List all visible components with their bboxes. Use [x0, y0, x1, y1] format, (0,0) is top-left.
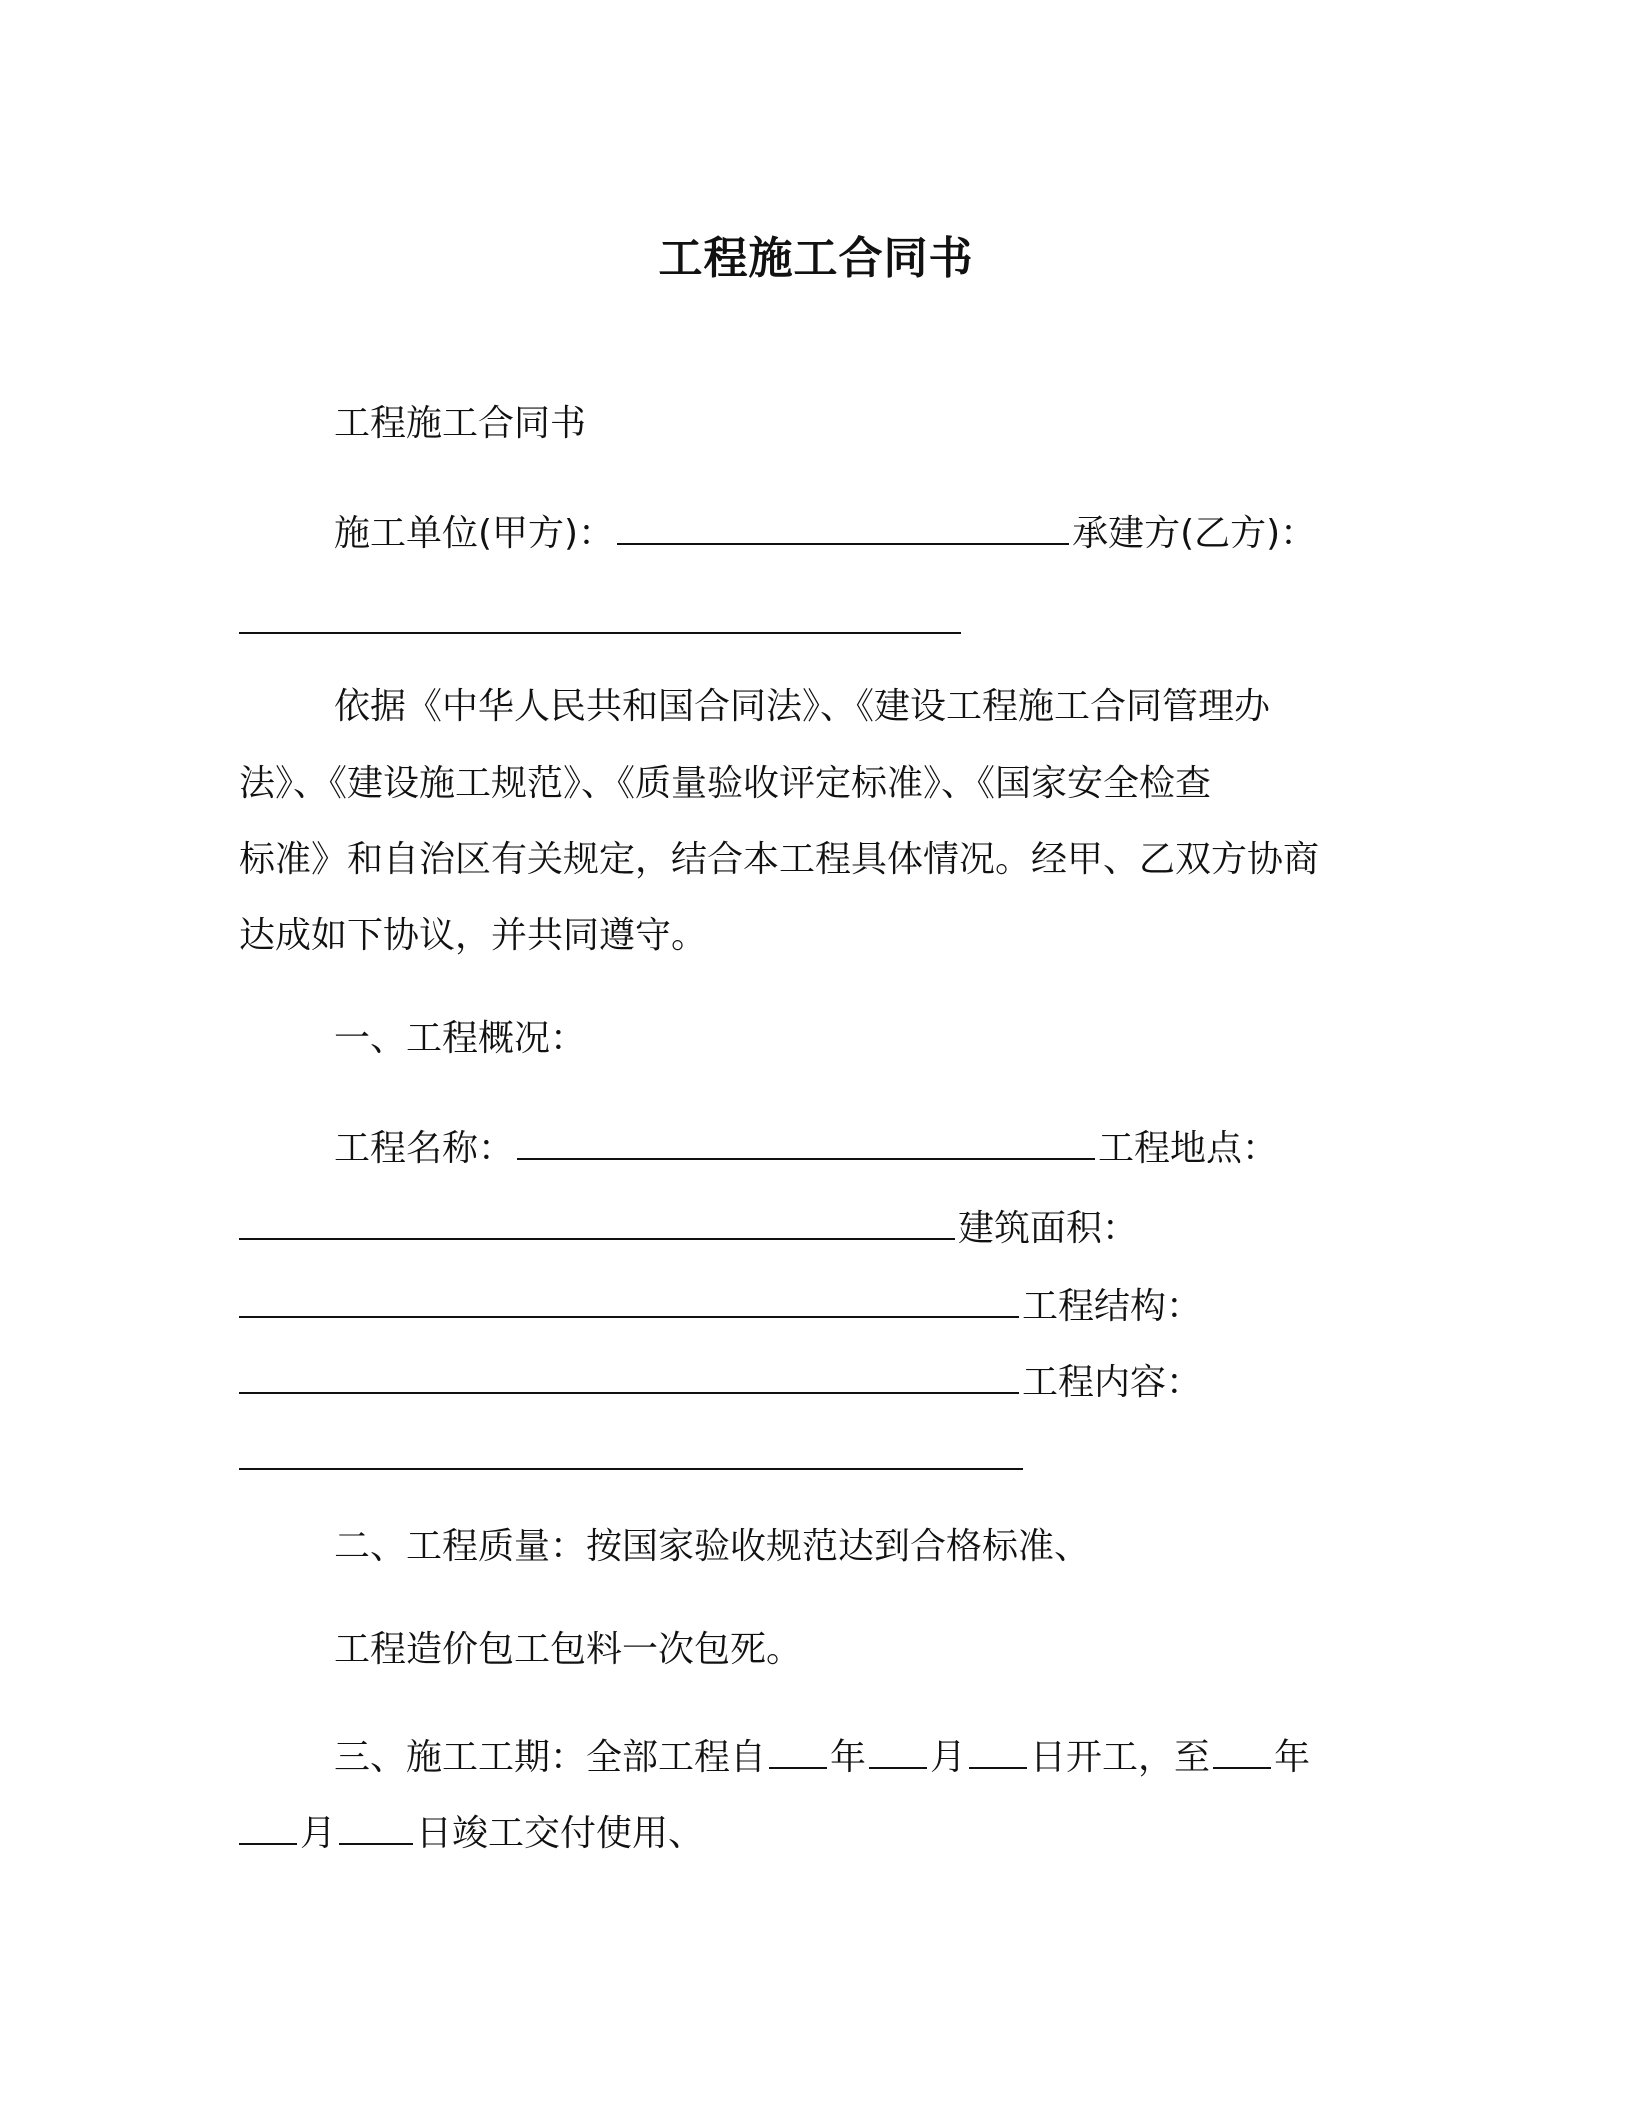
project-name-blank [517, 1118, 1095, 1160]
subtitle: 工程施工合同书 [334, 403, 587, 444]
project-area-blank [239, 1276, 1019, 1318]
project-area-label: 建筑面积： [958, 1208, 1139, 1249]
party-b-label: 承建方(乙方)： [1072, 513, 1317, 554]
project-structure-line [239, 1276, 1202, 1331]
party-a-label: 施工单位(甲方)： [334, 513, 615, 554]
section-1-heading: 一、工程概况： [334, 1018, 587, 1059]
start-day-label: 日开工，至 [1030, 1737, 1211, 1778]
section-2-line-1: 二、工程质量：按国家验收规范达到合格标准、 [334, 1526, 1091, 1567]
parties-line [239, 503, 1316, 558]
project-content-line [239, 1352, 1202, 1407]
project-content-blank [239, 1428, 1023, 1470]
start-year-blank [769, 1727, 827, 1769]
project-location-blank [239, 1198, 955, 1240]
project-location-label: 工程地点： [1098, 1128, 1279, 1169]
project-name-label: 工程名称： [334, 1128, 515, 1169]
end-month-label: 月 [300, 1813, 337, 1854]
end-day-blank [339, 1803, 413, 1845]
party-b-blank-line [239, 592, 964, 647]
end-month-blank [239, 1803, 297, 1845]
end-day-label: 日竣工交付使用、 [416, 1813, 705, 1854]
project-structure-blank [239, 1352, 1019, 1394]
end-year-blank [1213, 1727, 1271, 1769]
party-a-blank [617, 503, 1069, 545]
start-year-label: 年 [830, 1737, 867, 1778]
project-content-blank-line [239, 1428, 1026, 1483]
preamble-line-2: 法》、《建设施工规范》、《质量验收评定标准》、《国家安全检查 [239, 763, 1212, 804]
project-structure-label: 工程结构： [1022, 1286, 1203, 1327]
section-3-line-2 [239, 1803, 704, 1858]
project-area-line [239, 1198, 1138, 1253]
project-name-line [239, 1118, 1278, 1173]
section-3-prefix: 三、施工工期：全部工程自 [334, 1737, 767, 1778]
end-year-label: 年 [1274, 1737, 1311, 1778]
section-3-line-1 [239, 1727, 1310, 1782]
start-month-blank [869, 1727, 927, 1769]
start-day-blank [969, 1727, 1027, 1769]
preamble-line-4: 达成如下协议，并共同遵守。 [239, 915, 708, 956]
project-content-label: 工程内容： [1022, 1362, 1203, 1403]
document-title: 工程施工合同书 [658, 233, 974, 284]
section-2-line-2: 工程造价包工包料一次包死。 [334, 1629, 803, 1670]
preamble-line-1: 依据《中华人民共和国合同法》、《建设工程施工合同管理办 [334, 686, 1271, 727]
preamble-line-3: 标准》和自治区有关规定，结合本工程具体情况。经甲、乙双方协商 [239, 839, 1320, 880]
start-month-label: 月 [930, 1737, 967, 1778]
party-b-blank [239, 592, 961, 634]
